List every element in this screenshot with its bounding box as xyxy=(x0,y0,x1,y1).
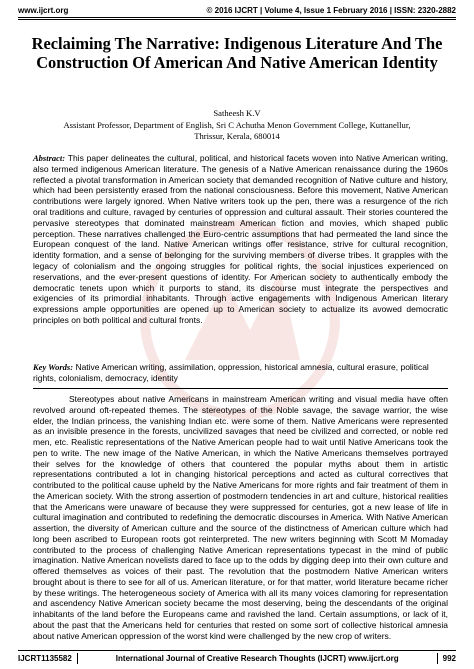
page-number: 992 xyxy=(442,654,456,663)
author-location: Thrissur, Kerala, 680014 xyxy=(194,131,280,141)
footer-journal: International Journal of Creative Research Thoughts (IJCRT) www.ijcrt.org xyxy=(115,654,399,663)
body-paragraph: Stereotypes about native Americans in mainstream American writing and visual media have often revolved around oft-repeated themes. The stereotypes of the Noble savage, the savage warrior, the wise elder, the Indian princess, the vanishing Indian etc. were some of them. Native Americans were represented as an invisible presence in the forests, uncivilized savages that need be civilized and corrected, or noble red men, etc. Realistic representations of the Native American people had to wait until Native Americans took the pen to write. The new image of the Native American, in which the Native Americans themselves portrayed their selves for the knowledge of others that countered the popular myths about them in artistic representations contributed a lot in changing historical perceptions and acted as cultural correctives that contributed to the political cause upheld by the Native Americans for more rights and fair treatment of them in the American society. With the strong assertion of postmodern tendencies in art and culture, historical realities that the Americans were unaware of because they were suppressed for centuries, got a new lease of life in cultural imagination and contributed to redefining the democratic discourses in America. With Native American assertion, the diversity of American culture and the source of the distinctness of American culture which had long been ascribed to European roots got reinterpreted. The new writers beginning with Scott M Momaday contributed to the process of challenging Native American representations typecast in the mind of public imagination. Native American novelists dared to face up to the odds by digging deep into their own culture and offered themselves as voices of their past. The revolution that the postmodern Native American writers brought about is there to see for all of us. American literature, or for that matter, world literature became richer by these writings. The heterogeneous society of America with all its many voices clamoring for representation and ascendency Native American society became the most deserving, being the descendants of the original inhabitants of the land before the Europeans came and ravished the land. Certain assumptions, or lack of it, about the past that the Americans held for centuries that rested on some sort of collective historical amnesia about native American oppression of the worst kind were challenged by the new crop of writers. xyxy=(33,394,448,641)
paper-title: Reclaiming The Narrative: Indigenous Literature And The Construction Of American And Native American Identity xyxy=(31,34,443,72)
page-header xyxy=(18,3,456,17)
journal-url-link[interactable]: www.ijcrt.org xyxy=(18,5,69,15)
author-affiliation: Assistant Professor, Department of English, Sri C Achutha Menon Government College, Kuttanellur, xyxy=(63,119,411,130)
abstract-label: Abstract: xyxy=(33,153,66,163)
footer-separator xyxy=(77,653,78,664)
journal-info: © 2016 IJCRT | Volume 4, Issue 1 February 2016 | ISSN: 2320-2882 xyxy=(206,5,456,15)
footer-rule xyxy=(18,650,456,651)
page-footer xyxy=(18,652,456,665)
header-rule xyxy=(18,17,456,18)
keywords-text: Native American writing, assimilation, oppression, historical amnesia, cultural erasure, political rights, colonialism, democracy, identity xyxy=(33,362,429,383)
footer-separator xyxy=(437,653,438,664)
abstract-text: This paper delineates the cultural, political, and historical facets woven into Native American writing, also termed indigenous American literature. The genesis of a Native American renaissance during the 1960s reflected a pivotal transformation in American society that demanded recognition of Native culture and history, which had been persistently erased from the national consciousness. Before this movement, Native American contributions were largely ignored. When Native writers took up the pen, there was a resurgence of the rich oral traditions and culture, ravaged by centuries of oppression and cultural assault. Their stories countered the pervasive stereotypes that dominated mainstream American fiction and movies, which shaped public perception. These narratives challenged the Euro-centric assumptions that had permeated the land since the European conquest of the land. Native American writings offer resistance, strive for cultural recognition, identity formation, and a sense of belonging for the surviving members of diverse tribes. It grapples with the legacy of colonialism and the ongoing struggles for political rights, the social injustices experienced on reservations, and the ever-present questions of identity. For American society to authentically embody the democratic tenets upon which it purports to stand, its discourse must integrate the perspectives and exigencies of its primordial inhabitants. Through active engagements with Indigenous American literary expressions ample opportunities are opened up to American society to actualize its avowed democratic principles on both political and cultural fronts. xyxy=(33,153,448,325)
paper-id: IJCRT1135582 xyxy=(18,654,72,663)
keywords xyxy=(33,362,448,384)
keywords-label: Key Words: xyxy=(33,362,74,372)
body-text xyxy=(33,394,448,641)
abstract xyxy=(33,153,448,326)
section-divider xyxy=(33,388,448,389)
author-block xyxy=(22,108,452,143)
author-name: Satheesh K.V xyxy=(213,108,261,118)
header-rule-secondary xyxy=(18,19,456,20)
